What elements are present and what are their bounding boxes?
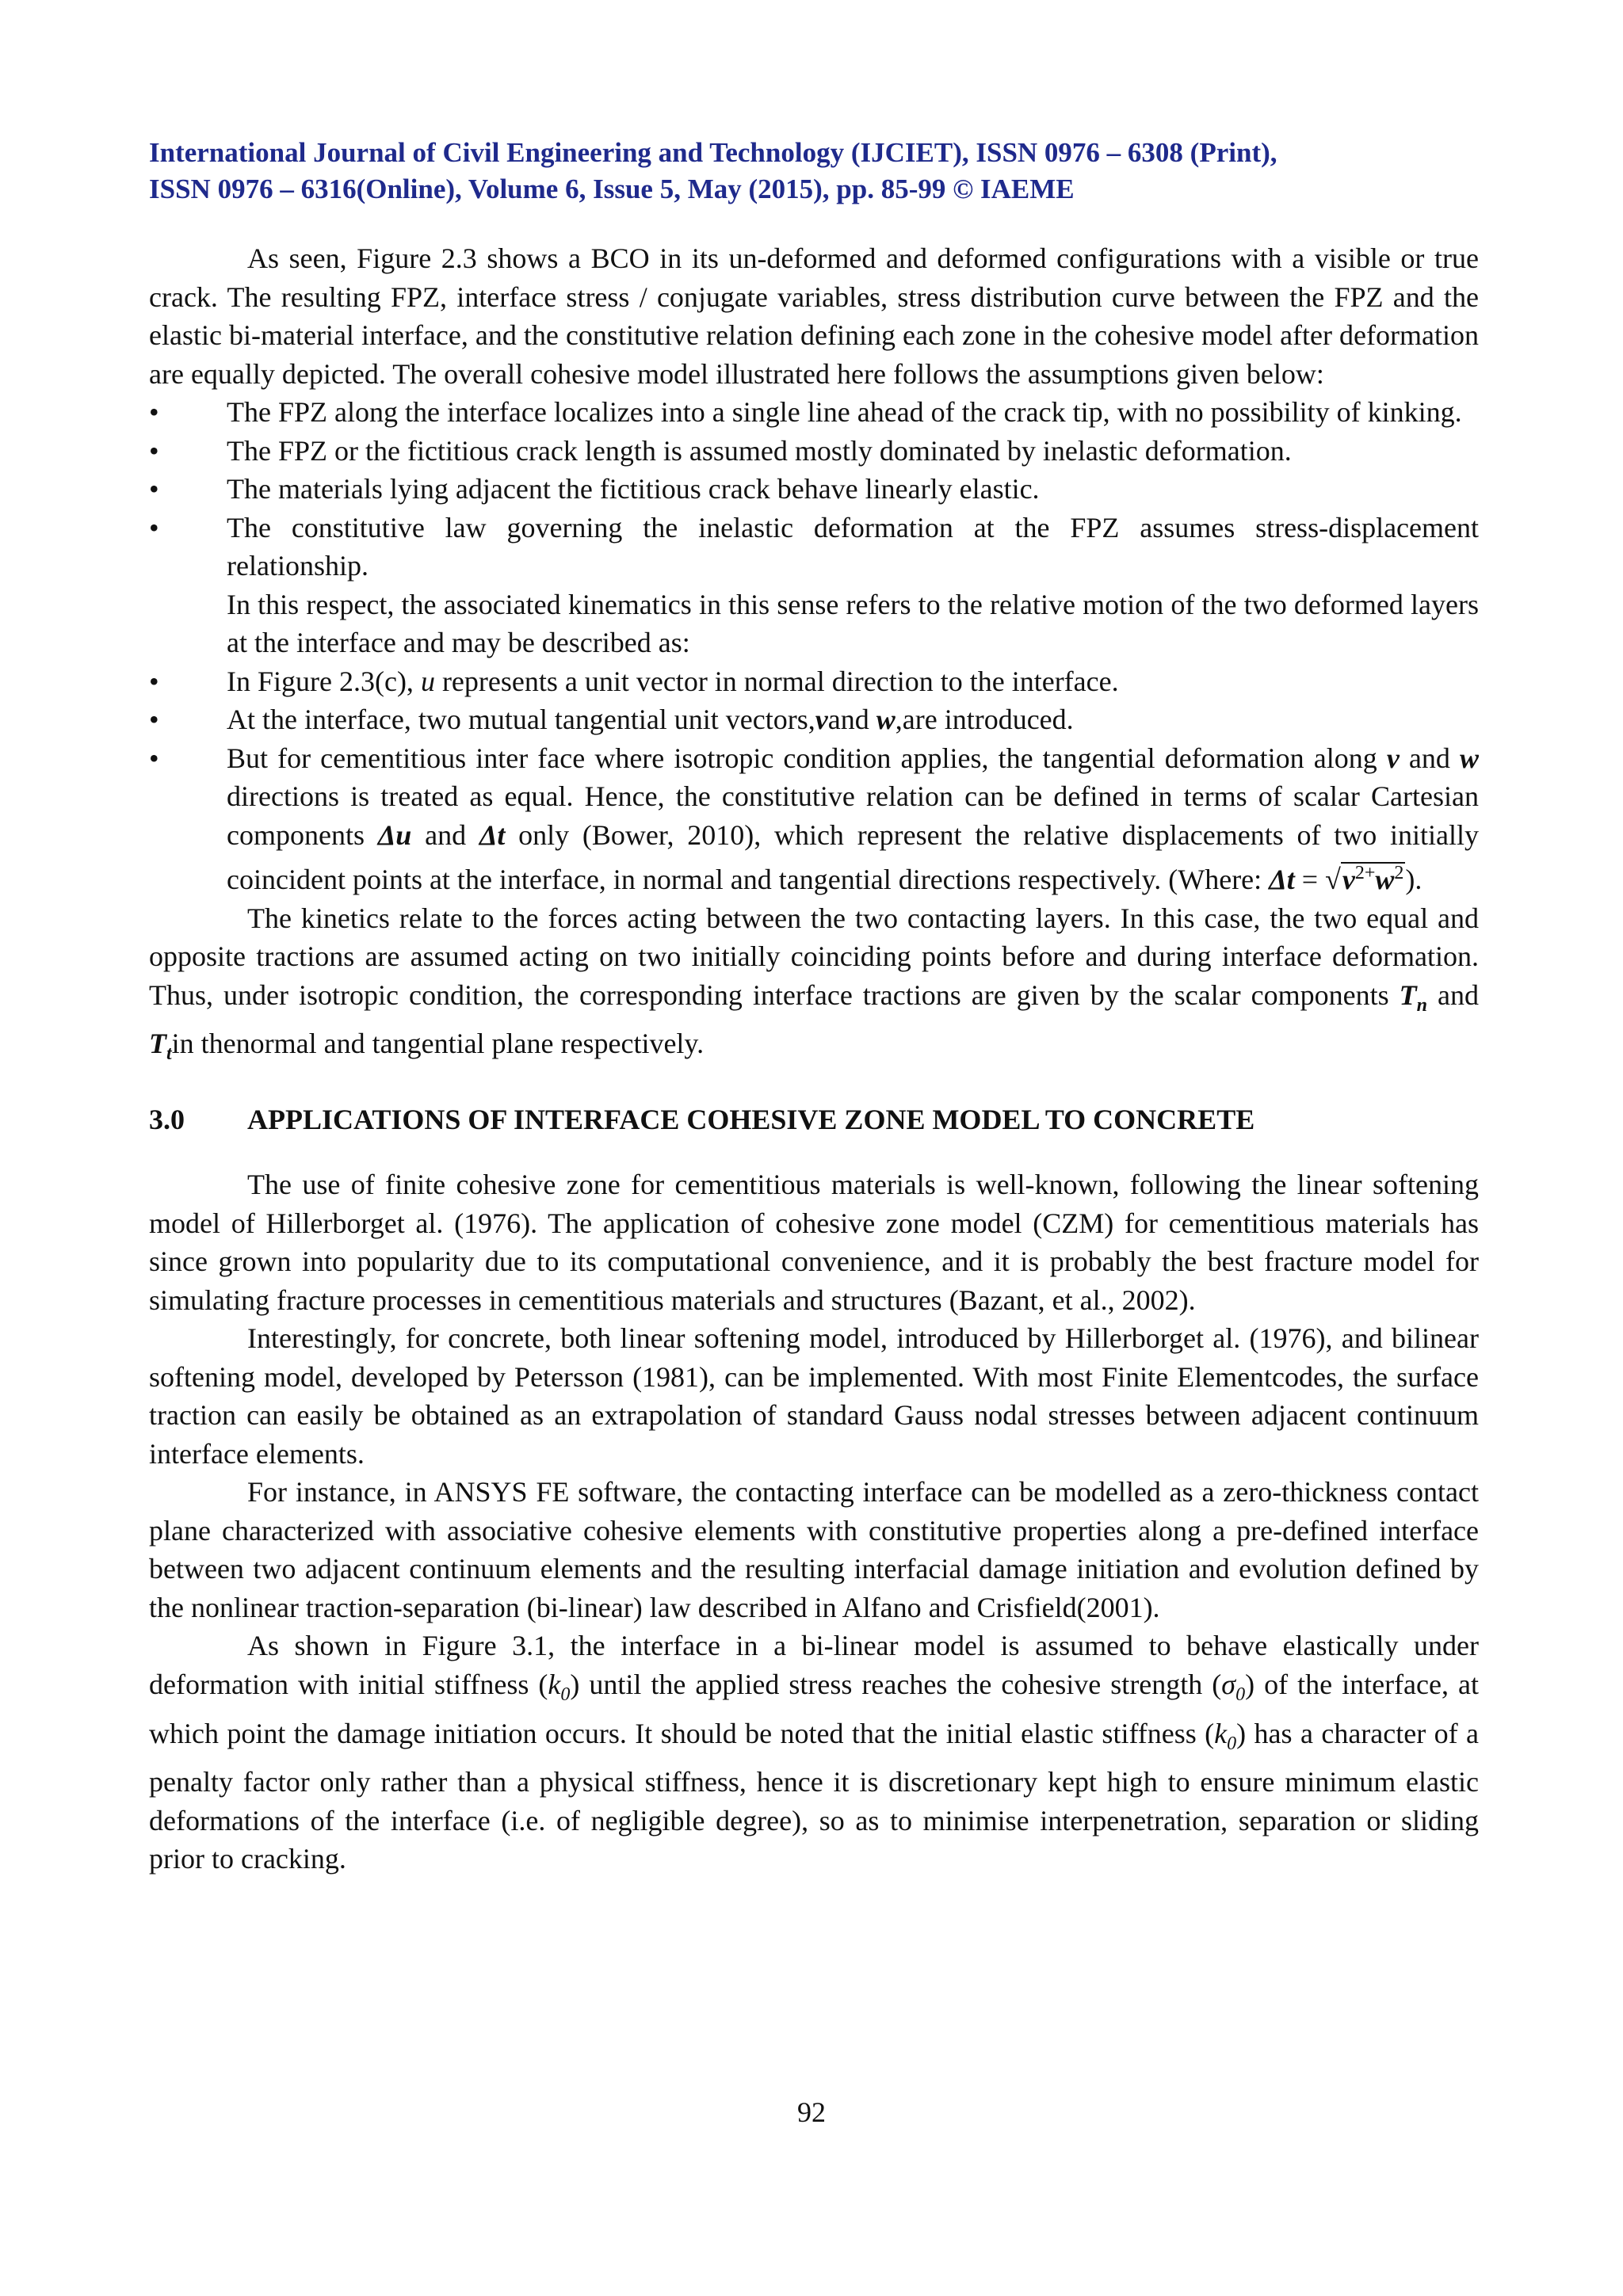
journal-header-line-1: International Journal of Civil Engineering and Technology (IJCIET), ISSN 0976 – 6308 (Print), — [149, 137, 1277, 168]
section-number: 3.0 — [149, 1103, 185, 1135]
journal-header-line-2: ISSN 0976 – 6316(Online), Volume 6, Issue 5, May (2015), pp. 85-99 © IAEME — [149, 174, 1075, 204]
text-run: ,are introduced. — [895, 704, 1074, 735]
text-run: represents a unit vector in normal direction to the interface. — [434, 665, 1119, 697]
intro-paragraph: As seen, Figure 2.3 shows a BCO in its un-deformed and deformed configurations with a visible or true crack. The resulting FPZ, interface stress / conjugate variables, stress distribution curve between the FPZ and the elastic bi-material interface, and the constitutive relation defining each zone in the cohesive model after deformation are equally depicted. The overall cohesive model illustrated here follows the assumptions given below: — [149, 242, 1479, 390]
math-subscript: n — [1416, 994, 1428, 1016]
text-run: The kinetics relate to the forces acting between the two contacting layers. In this case, the two equal and opposite tractions are assumed acting on two initially coinciding points before and during interface deformation. Thus, under isotropic condition, the corresponding interface tractions are given by the scalar components — [149, 902, 1479, 1011]
text-run: In Figure 2.3(c), — [227, 665, 421, 697]
math-base: σ — [1221, 1668, 1236, 1700]
text-run: ) until the applied stress reaches the cohesive strength ( — [570, 1668, 1222, 1700]
math-base: k — [548, 1668, 561, 1700]
assumption-item: • The materials lying adjacent the fictitious crack behave linearly elastic. — [149, 470, 1479, 509]
math-symbol-w: w — [876, 704, 896, 735]
section-paragraph: For instance, in ANSYS FE software, the contacting interface can be modelled as a zero-thickness contact plane characterized with associative cohesive elements with constitutive properties along a pre-defined interface between two adjacent continuum elements and the resulting interfacial damage initiation and evolution defined by the nonlinear traction-separation (bi-linear) law described in Alfano and Crisfield(2001). — [149, 1476, 1479, 1623]
text-run: and — [1399, 742, 1460, 774]
math-symbol-delta-u: Δu — [377, 818, 412, 851]
exponent: 2 — [1394, 863, 1404, 883]
text-run: ) of the interface, at which point the damage initiation occurs. It should be noted that the initial elastic stiffness ( — [149, 1668, 1479, 1749]
assumption-item: • The FPZ along the interface localizes into a single line ahead of the crack tip, with no possibility of kinking. — [149, 393, 1479, 432]
math-symbol-w: w — [1375, 864, 1395, 895]
kinematics-item-isotropic — [149, 739, 1479, 899]
section-paragraph: The use of finite cohesive zone for cementitious materials is well-known, following the linear softening model of Hillerborget al. (1976). The application of cohesive zone model (CZM) for cementitious materials has since grown into popularity due to its computational convenience, and it is probably the best fracture model for simulating fracture processes in cementitious materials and structures (Bazant, et al., 2002). — [149, 1169, 1479, 1316]
text-run: and — [411, 818, 479, 851]
math-symbol-Tt — [149, 1028, 172, 1065]
equation-equals: = — [1294, 864, 1326, 895]
math-symbol-delta-t: Δt — [479, 818, 506, 851]
text-run: in thenormal and tangential plane respectively. — [171, 1028, 705, 1060]
journal-header — [149, 135, 1480, 208]
text-run: and — [1427, 978, 1480, 1011]
math-base: T — [1399, 978, 1417, 1011]
section-title: APPLICATIONS OF INTERFACE COHESIVE ZONE MODEL TO CONCRETE — [247, 1103, 1255, 1135]
math-symbol-k0 — [1214, 1717, 1237, 1754]
math-base: T — [149, 1028, 166, 1060]
math-base: k — [1214, 1717, 1228, 1749]
plus-sign: + — [1364, 863, 1376, 883]
section-heading — [149, 1100, 1479, 1139]
text-run: As shown in Figure 3.1, the interface in a bi-linear model is assumed to behave elastically under deformation with initial stiffness ( — [149, 1630, 1479, 1700]
math-symbol-v: v — [1386, 742, 1400, 774]
math-symbol-Tn — [1399, 978, 1428, 1016]
text-run: But for cementitious inter face where isotropic condition applies, the tangential deformation along — [227, 742, 1387, 774]
section-paragraph — [149, 1627, 1479, 1878]
section-paragraph: Interestingly, for concrete, both linear softening model, introduced by Hillerborget al. (1976), and bilinear softening model, developed by Petersson (1981), can be implemented. With most Finite Elementcodes, the surface traction can easily be obtained as an extrapolation of standard Gauss nodal stresses between adjacent continuum interface elements. — [149, 1322, 1479, 1470]
math-symbol-v: v — [815, 704, 828, 735]
text-run: and — [827, 704, 876, 735]
kinematics-intro: In this respect, the associated kinematics in this sense refers to the relative motion of the two deformed layers at the interface and may be described as: — [227, 588, 1479, 658]
text-run: only (Bower, 2010), which represent the relative displacements of two initially coincident points at the interface, in normal and tangential directions respectively. (Where: — [227, 818, 1479, 895]
math-subscript: 0 — [1227, 1733, 1237, 1754]
text-run: ) has a character of a penalty factor only rather than a physical stiffness, hence it is discretionary kept high to ensure minimum elastic deformations of the interface (i.e. of negligible degree), so as to minimise interpenetration, separation or sliding prior to cracking. — [149, 1717, 1479, 1875]
body-text — [149, 239, 1479, 1878]
page-number: 92 — [797, 2096, 826, 2128]
equation-lhs: Δt — [1269, 864, 1295, 895]
math-symbol-k0 — [548, 1668, 571, 1706]
math-symbol-w: w — [1459, 742, 1479, 774]
kinematics-list — [149, 662, 1479, 899]
math-subscript: 0 — [1235, 1684, 1246, 1706]
math-subscript: t — [166, 1043, 172, 1065]
assumption-item: • The constitutive law governing the inelastic deformation at the FPZ assumes stress-displacement relationship. — [149, 509, 1479, 585]
text-run: directions is treated as equal. Hence, the constitutive relation can be defined in terms of scalar Cartesian components — [227, 780, 1479, 851]
exponent: 2 — [1354, 863, 1365, 883]
math-symbol-sigma0 — [1221, 1668, 1246, 1706]
square-root: $√v^{2+}w^2$ — [1325, 863, 1404, 895]
text-run: At the interface, two mutual tangential unit vectors, — [227, 704, 815, 735]
square-root-argument — [1341, 862, 1406, 895]
text-run: ). — [1405, 864, 1423, 895]
kinematics-item-normal-vector — [149, 662, 1479, 701]
kinetics-paragraph — [149, 899, 1479, 1074]
math-symbol-u: u — [420, 665, 435, 697]
kinematics-item-tangential-vectors — [149, 700, 1479, 739]
math-subscript: 0 — [560, 1684, 571, 1706]
assumption-list — [149, 393, 1479, 585]
math-symbol-v: v — [1342, 864, 1355, 895]
assumption-item: • The FPZ or the fictitious crack length is assumed mostly dominated by inelastic deformation. — [149, 432, 1479, 471]
